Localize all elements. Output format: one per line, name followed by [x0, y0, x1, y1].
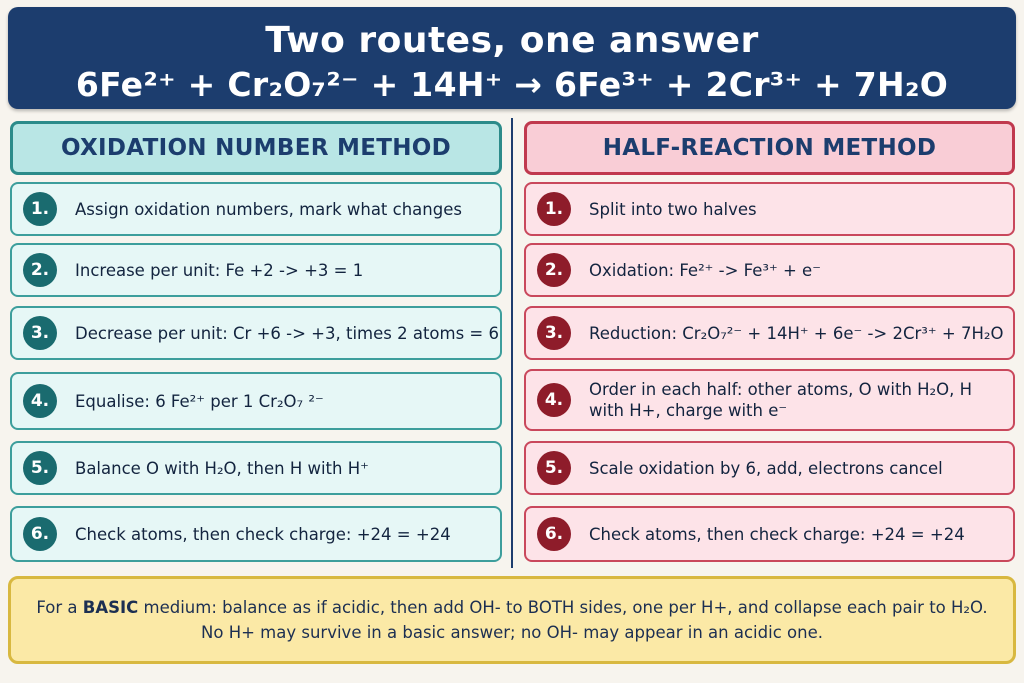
step-text: Split into two halves: [589, 199, 757, 219]
step-number-badge: 4.: [23, 384, 57, 418]
step-text: Decrease per unit: Cr +6 -> +3, times 2 atoms = 6: [75, 323, 500, 343]
left-step-5: [10, 441, 502, 495]
right-step-3: [524, 306, 1015, 360]
footer-line-1-prefix: For a: [36, 598, 83, 617]
step-text: Order in each half: other atoms, O with H₂O, H with H+, charge with e⁻: [589, 380, 973, 420]
left-step-4: [10, 372, 502, 430]
oxidation-number-method-heading: OXIDATION NUMBER METHOD: [10, 121, 502, 175]
step-number-badge: 1.: [537, 192, 571, 226]
step-text: Increase per unit: Fe +2 -> +3 = 1: [75, 260, 364, 280]
step-number-badge: 2.: [537, 253, 571, 287]
step-number-badge: 1.: [23, 192, 57, 226]
balanced-equation: 6Fe²⁺ + Cr₂O₇²⁻ + 14H⁺ → 6Fe³⁺ + 2Cr³⁺ + 7H₂O: [75, 65, 949, 104]
basic-medium-note: [8, 576, 1016, 664]
footer-basic-emphasis: BASIC: [82, 598, 139, 617]
left-step-6: [10, 506, 502, 562]
left-step-2: [10, 243, 502, 297]
step-text: Check atoms, then check charge: +24 = +24: [75, 524, 451, 544]
left-step-3: [10, 306, 502, 360]
footer-line-2: No H+ may survive in a basic answer; no OH- may appear in an acidic one.: [201, 623, 823, 642]
step-number-badge: 5.: [537, 451, 571, 485]
step-text: Check atoms, then check charge: +24 = +24: [589, 524, 965, 544]
step-number-badge: 2.: [23, 253, 57, 287]
step-text: Reduction: Cr₂O₇²⁻ + 14H⁺ + 6e⁻ -> 2Cr³⁺ + 7H₂O: [589, 323, 1004, 343]
right-step-1: [524, 182, 1015, 236]
right-step-6: [524, 506, 1015, 562]
step-number-badge: 3.: [23, 316, 57, 350]
step-number-badge: 4.: [537, 383, 571, 417]
right-step-4: [524, 369, 1015, 431]
half-reaction-method-heading: HALF-REACTION METHOD: [524, 121, 1015, 175]
step-text: Assign oxidation numbers, mark what changes: [75, 199, 462, 219]
footer-line-1: [36, 595, 987, 620]
column-divider: [511, 118, 513, 568]
step-text: Scale oxidation by 6, add, electrons cancel: [589, 458, 943, 478]
left-step-1: [10, 182, 502, 236]
step-number-badge: 6.: [23, 517, 57, 551]
step-number-badge: 3.: [537, 316, 571, 350]
footer-line-1-suffix: medium: balance as if acidic, then add OH- to BOTH sides, one per H+, and collapse each pair to H₂O.: [138, 598, 988, 617]
step-text: Balance O with H₂O, then H with H⁺: [75, 458, 369, 478]
page-title: Two routes, one answer: [265, 20, 759, 61]
header-banner: [8, 7, 1016, 109]
step-number-badge: 6.: [537, 517, 571, 551]
right-step-2: [524, 243, 1015, 297]
step-text: Oxidation: Fe²⁺ -> Fe³⁺ + e⁻: [589, 260, 821, 280]
step-number-badge: 5.: [23, 451, 57, 485]
right-step-5: [524, 441, 1015, 495]
step-text: Equalise: 6 Fe²⁺ per 1 Cr₂O₇ ²⁻: [75, 391, 324, 411]
